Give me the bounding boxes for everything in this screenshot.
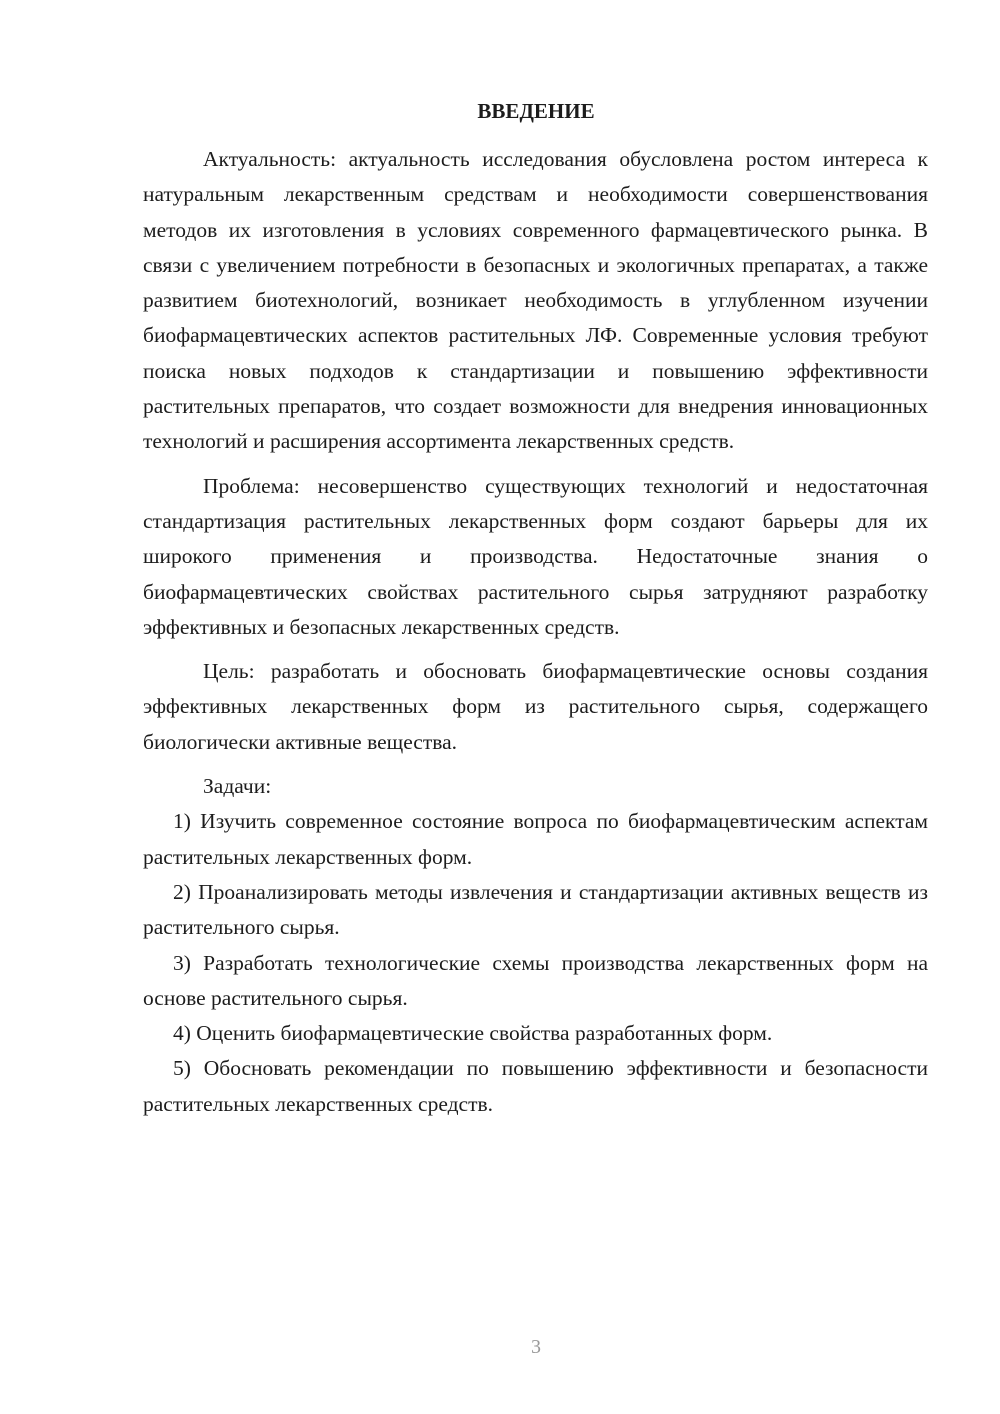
list-item: 3) Разработать технологические схемы производства лекарственных форм на основе растительного сырья.: [143, 950, 928, 1010]
problem-paragraph: Проблема: несовершенство существующих технологий и недостаточная стандартизация растительных лекарственных форм создают барьеры для их широкого применения и производства. Недостаточные знания о биофармацевтических свойствах растительного сырья затрудняют разработку эффективных и безопасных лекарственных средств.: [143, 473, 928, 639]
tasks-list: [143, 804, 928, 1122]
list-item: 1) Изучить современное состояние вопроса по биофармацевтическим аспектам растительных лекарственных форм.: [143, 809, 928, 869]
tasks-heading: Задачи:: [203, 774, 272, 799]
document-body: [143, 142, 928, 1122]
relevance-paragraph: Актуальность: актуальность исследования обусловлена ростом интереса к натуральным лекарственным средствам и необходимости совершенствования методов их изготовления в условиях современного фармацевтического рынка. В связи с увеличением потребности в безопасных и экологичных препаратах, а также развитием биотехнологий, возникает необходимость в углубленном изучении биофармацевтических аспектов растительных ЛФ. Современные условия требуют поиска новых подходов к стандартизации и повышению эффективности растительных препаратов, что создает возможности для внедрения инновационных технологий и расширения ассортимента лекарственных средств.: [143, 147, 928, 454]
list-item: 5) Обосновать рекомендации по повышению эффективности и безопасности растительных лекарственных средств.: [143, 1056, 928, 1116]
page-title: ВВЕДЕНИЕ: [477, 99, 595, 123]
list-item: 4) Оценить биофармацевтические свойства разработанных форм.: [173, 1021, 773, 1046]
list-item: 2) Проанализировать методы извлечения и стандартизации активных веществ из растительного сырья.: [143, 879, 928, 940]
goal-paragraph: Цель: разработать и обосновать биофармацевтические основы создания эффективных лекарственных форм из растительного сырья, содержащего биологически активные вещества.: [143, 659, 928, 754]
page-number: 3: [531, 1336, 541, 1358]
